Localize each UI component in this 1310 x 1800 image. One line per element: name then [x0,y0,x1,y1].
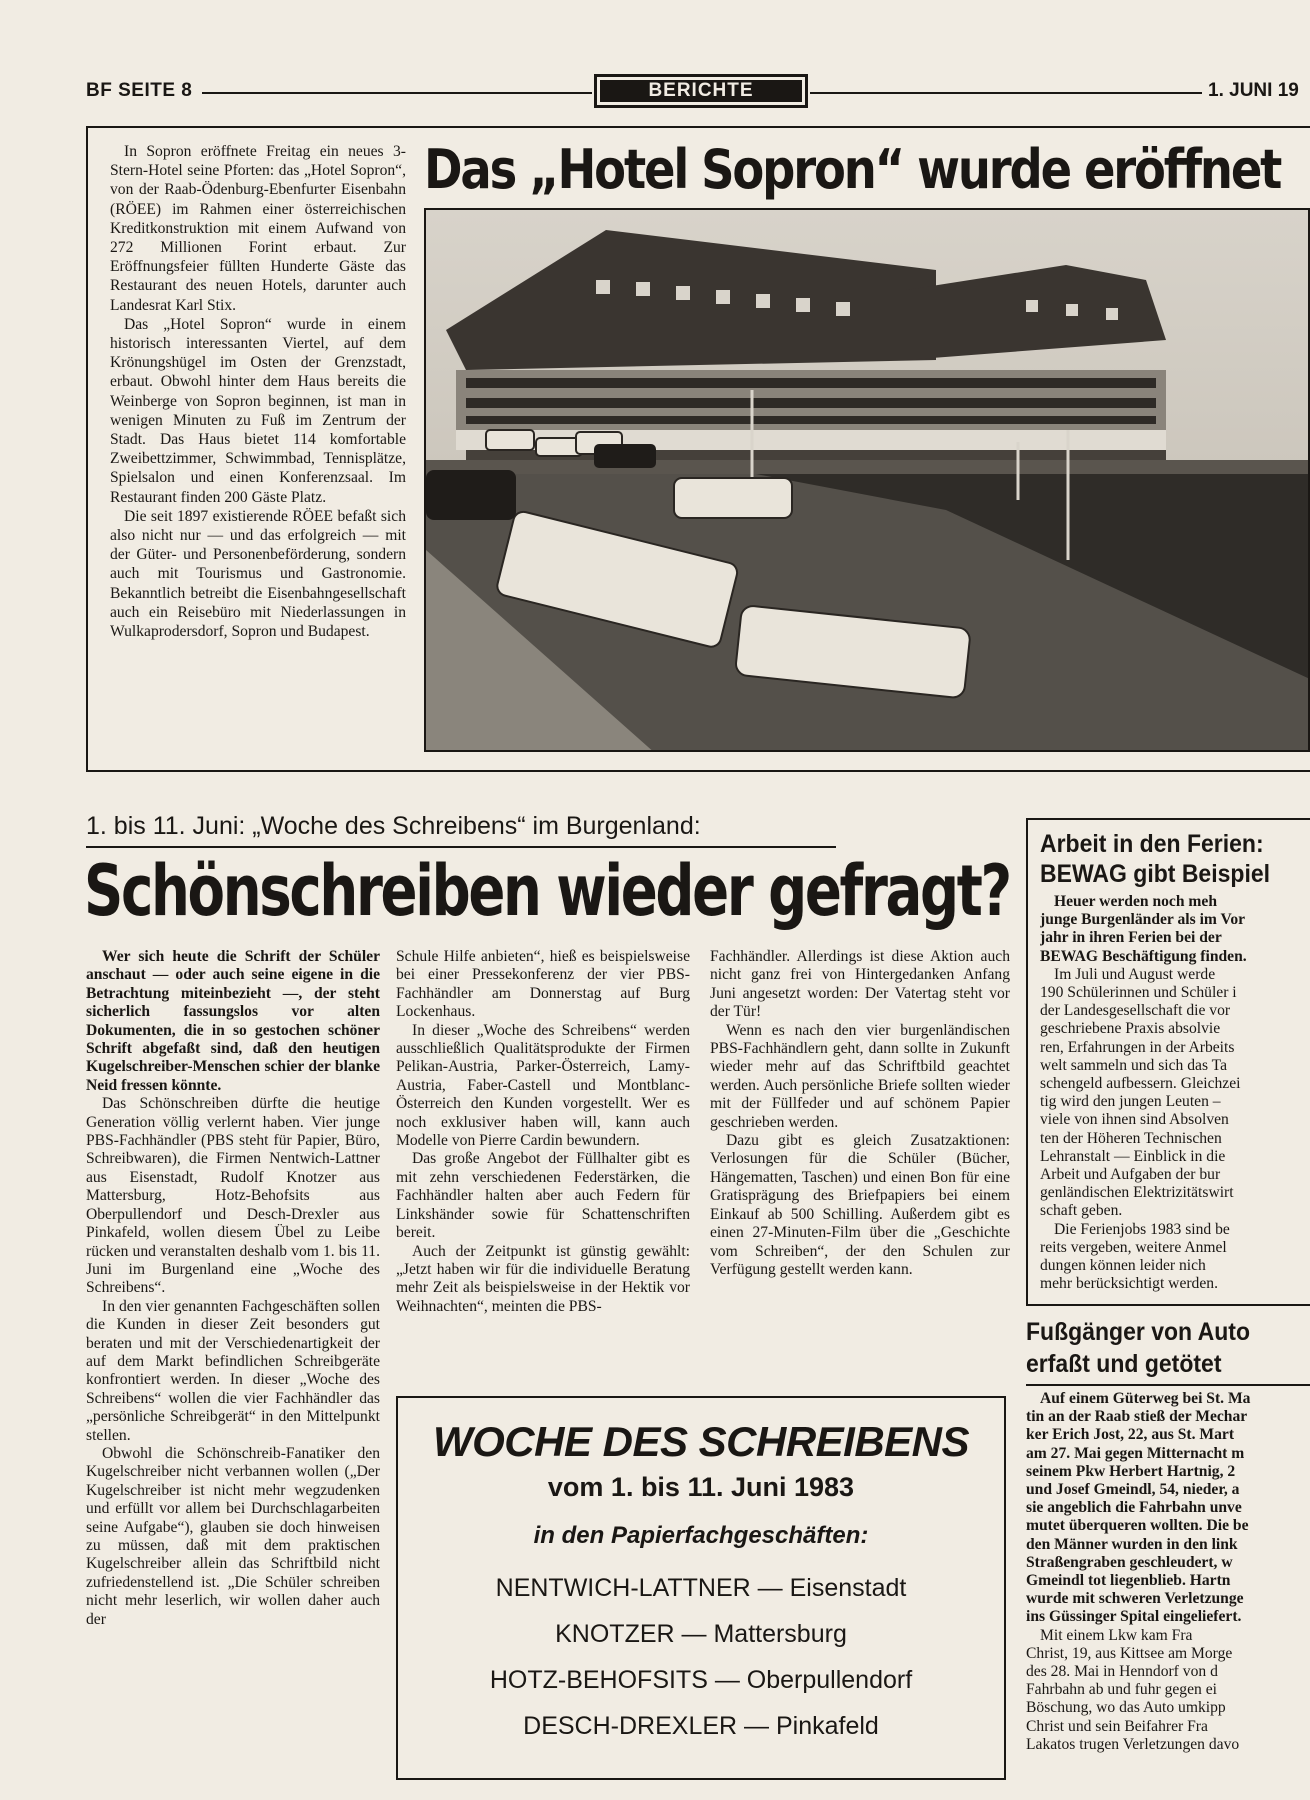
main-article-headline: Schönschreiben wieder gefragt? [84,850,1010,932]
text-line: genländischen Elektrizitätswirt [1040,1184,1234,1202]
text-line: viele von ihnen sind Absolven [1040,1111,1229,1129]
text-line: junge Burgenländer als im Vor [1040,911,1246,929]
text-line: mutet überqueren wollten. Die be [1026,1517,1249,1535]
header-rule-right [810,92,1202,94]
paragraph: Fachhändler. Allerdings ist diese Aktion auch nicht ganz frei von Hintergedanken Anfang Juni angesetzt worden: Der Vatertag steht vor der Tür! [710,948,1010,1021]
text-line: 190 Schülerinnen und Schüler i [1040,984,1237,1002]
ad-shop-row: KNOTZER — Mattersburg [555,1620,847,1648]
header-rule-left [202,92,592,94]
text-line: Lakatos trugen Verletzungen davo [1026,1735,1240,1753]
sidebar2-headline-line-2: erfaßt und getötet [1026,1350,1222,1378]
text-line: Mit einem Lkw kam Fra [1040,1626,1193,1644]
text-line: den Männer wurden in den link [1026,1535,1238,1553]
ad-title: WOCHE DES SCHREIBENS [432,1418,970,1465]
text-line: reits vergeben, weitere Anmel [1040,1238,1227,1256]
page-label: BF SEITE 8 [86,80,193,101]
paragraph: In Sopron eröffnete Freitag ein neues 3-Stern-Hotel seine Pforten: das „Hotel Sopron“, von der Raab-Ödenburg-Ebenfurter Eisenbahn (RÖEE) im Rahmen einer österreichischen Kreditkonstruktion mit einem Aufwand von 272 Millionen Forint erbaut. Zur Eröffnungsfeier füllten Hunderte Gäste das Restaurant des neuen Hotels, darunter auch Landesrat Karl Stix. [110,143,406,314]
sidebar-headline-line-2: BEWAG gibt Beispiel [1040,860,1271,888]
text-line: ker Erich Jost, 22, aus St. Mart [1026,1426,1235,1444]
hotel-photo [424,208,1310,752]
text-line: ren, Erfahrungen in der Arbeits [1040,1038,1235,1056]
ad-shop-row: NENTWICH-LATTNER — Eisenstadt [495,1574,907,1602]
paragraph: Schule Hilfe anbieten“, hieß es beispielsweise bei einer Pressekonferenz der vier PBS-Fachhändler am Donnerstag auf Burg Lockenhaus. [396,948,690,1021]
text-line: ins Güssinger Spital eingeliefert. [1026,1608,1242,1626]
text-line: sie angeblich die Fahrbahn unve [1026,1499,1242,1517]
kicker-rule [86,846,836,848]
ad-shop-row: HOTZ-BEHOFSITS — Oberpullendorf [489,1666,913,1694]
paragraph: In dieser „Woche des Schreibens“ werden ausschließlich Qualitätsprodukte der Firmen Pelikan-Austria, Parker-Österreich, Lamy-Austria, Faber-Castell und Montblanc-Österreich den Kunden vorgestellt. Wer es noch exklusiver haben will, kann auch Modelle von Pierre Cardin bewundern. [396,1021,690,1150]
advertisement-box [396,1396,1006,1780]
text-line: welt sammeln und sich das Ta [1040,1056,1228,1074]
paragraph: In den vier genannten Fachgeschäften sollen die Kunden in dieser Zeit besonders gut beraten und mit der Verschiedenartigkeit der auf dem Markt befindlichen Schreibgeräte konfrontiert werden. In dieser „Woche des Schreibens“ wollen die vier Fachhändler das „persönliche Schreibgerät“ in den Mittelpunkt stellen. [86,1297,380,1444]
paragraph: Die seit 1897 existierende RÖEE befaßt sich also nicht nur — und das erfolgreich — mit der Güter- und Personenbeförderung, sondern auch mit Tourismus und Gastronomie. Bekanntlich betreibt die Eisenbahngesellschaft auch ein Reisebüro mit Niederlassungen in Wulkaprodersdorf, Sopron und Budapest. [110,507,406,641]
text-line: jahr in ihren Ferien bei der [1040,929,1222,947]
text-line: und Josef Gmeindl, 54, nieder, a [1026,1481,1240,1499]
page-date: 1. JUNI 19 [1208,80,1299,101]
text-line: schengeld aufbessern. Gleichzei [1040,1075,1241,1093]
text-line: BEWAG Beschäftigung finden. [1040,947,1247,965]
text-line: Die Ferienjobs 1983 sind be [1054,1220,1230,1238]
paragraph: Das Schönschreiben dürfte die heutige Generation völlig verlernt haben. Vier junge PBS-Fachhändler (PBS steht für Papier, Büro, Schreibwaren), die Firmen Nentwich-Lattner aus Eisenstadt, Rudolf Knotzer aus Mattersburg, Hotz-Behofsits aus Oberpullendorf und Desch-Drexler aus Pinkafeld, wollen diesem Übel zu Leibe rücken und veranstalten deshalb vom 1. bis 11. Juni im Burgenland eine „Woche des Schreibens“. [86,1095,380,1297]
hotel-photo-illustration [426,210,1310,752]
main-article-column-2 [396,948,690,1316]
text-line: Christ, 19, aus Kittsee am Morge [1026,1644,1233,1662]
paragraph: Das große Angebot der Füllhalter gibt es mit zehn verschiedenen Federstärken, die Fachhändler halten aber auch Federn für Linkshänder sowie für Schattenschriften bereit. [396,1150,690,1242]
text-line: ten der Höheren Technischen [1040,1129,1222,1147]
text-line: tin an der Raab stieß der Mechar [1026,1408,1248,1426]
text-line: Heuer werden noch meh [1054,893,1217,910]
sidebar-article-body [1040,893,1310,1293]
top-article-headline: Das „Hotel Sopron“ wurde eröffnet [424,138,1281,201]
paragraph: Das „Hotel Sopron“ wurde in einem historisch interessanten Viertel, auf dem Krönungshügel im Osten der Grenzstadt, erbaut. Obwohl hinter dem Haus bereits die Weinberge von Sopron beginnen, ist man in wenigen Minuten zu Fuß im Zentrum der Stadt. Das Haus bietet 114 komfortable Zweibettzimmer, Schwimmbad, Tennisplätze, Spielsalon und einen Konferenzsaal. Im Restaurant finden 200 Gäste Platz. [110,315,406,506]
text-line: Auf einem Güterweg bei St. Ma [1040,1390,1251,1407]
paragraph: Obwohl die Schönschreib-Fanatiker den Kugelschreiber nicht verbannen wollen („Der Kugelschreiber ist nicht mehr wegzudenken und erfüllt vor allem bei Durchschlagarbeiten seine Aufgabe“), glauben sie doch hinweisen zu müssen, daß mit dem praktischen Kugelschreiber allein das Schriftbild nicht zufriedenstellend ist. „Die Schüler schreiben nicht mehr leserlich, wir wollen daher auch der [86,1444,380,1628]
text-line: seinem Pkw Herbert Hartnig, 2 [1026,1462,1236,1480]
lead-paragraph: Wer sich heute die Schrift der Schüler anschaut — oder auch seine eigene in die Betrachtung miteinbezieht —, der steht sicherlich fassungslos vor alten Dokumenten, die in so gestochen schöner Schrift abgefaßt sind, daß den heutigen Kugelschreiber-Menschen schier der blanke Neid fressen könnte. [86,948,380,1094]
text-line: am 27. Mai gegen Mitternacht m [1026,1444,1245,1462]
text-line: Arbeit und Aufgaben der bur [1040,1166,1221,1184]
ad-date: vom 1. bis 11. Juni 1983 [547,1472,855,1502]
text-line: der Landesgesellschaft die vor [1040,1002,1231,1020]
sidebar2-article-body [1026,1390,1310,1754]
main-article-kicker: 1. bis 11. Juni: „Woche des Schreibens“ im Burgenland: [86,812,701,840]
ad-shop-row: DESCH-DREXLER — Pinkafeld [523,1712,879,1740]
main-article-column-1 [86,948,380,1629]
sidebar2-headline-line-1: Fußgänger von Auto [1026,1318,1251,1346]
text-line: geschriebene Praxis absolvie [1040,1020,1221,1038]
section-banner [594,74,808,108]
text-line: Fahrbahn ab und fuhr gegen ei [1026,1681,1217,1699]
text-line: Straßengraben geschleudert, w [1026,1553,1233,1571]
text-line: des 28. Mai in Henndorf von d [1026,1663,1218,1681]
sidebar2-rule [1026,1384,1310,1386]
paragraph: Dazu gibt es gleich Zusatzaktionen: Verlosungen für die Schüler (Bücher, Hängematten, Taschen) und einen Bon für eine Gratisprägung des Briefpapiers bei einem Einkauf ab 500 Schilling. Außerdem gibt es einen 27-Minuten-Film über die „Geschichte vom Schreiben“, der den Schulen zur Verfügung gestellt werden kann. [710,1132,1010,1278]
main-article-column-3 [710,948,1010,1279]
ad-subtitle: in den Papierfachgeschäften: [533,1522,869,1549]
text-line: wurde mit schweren Verletzunge [1026,1590,1244,1608]
section-label: BERICHTE [600,80,802,102]
text-line: tig wird den jungen Leuten – [1040,1093,1221,1111]
text-line: Böschung, wo das Auto umkipp [1026,1699,1226,1717]
text-line: schaft geben. [1040,1202,1123,1220]
paragraph: Auch der Zeitpunkt ist günstig gewählt: „Jetzt haben wir für die individuelle Beratung mehr Zeit als beispielsweise in der Hektik vor Weihnachten“, meinten die PBS- [396,1242,690,1315]
text-line: Im Juli und August werde [1054,965,1216,983]
top-article-body [110,142,406,641]
text-line: dungen können leider nich [1040,1257,1206,1275]
text-line: Gmeindl tot liegenblieb. Hartn [1026,1572,1231,1590]
paragraph: Wenn es nach den vier burgenländischen PBS-Fachhändlern geht, dann sollte in Zukunft wieder mehr auf das Schriftbild geachtet werden. Auch persönliche Briefe sollten wieder mit der Füllfeder und auf schönem Papier geschrieben werden. [710,1021,1010,1131]
text-line: Christ und sein Beifahrer Fra [1026,1717,1208,1735]
sidebar-headline-line-1: Arbeit in den Ferien: [1040,830,1264,858]
text-line: mehr berücksichtigt werden. [1040,1275,1218,1293]
text-line: Lehranstalt — Einblick in die [1040,1147,1226,1165]
